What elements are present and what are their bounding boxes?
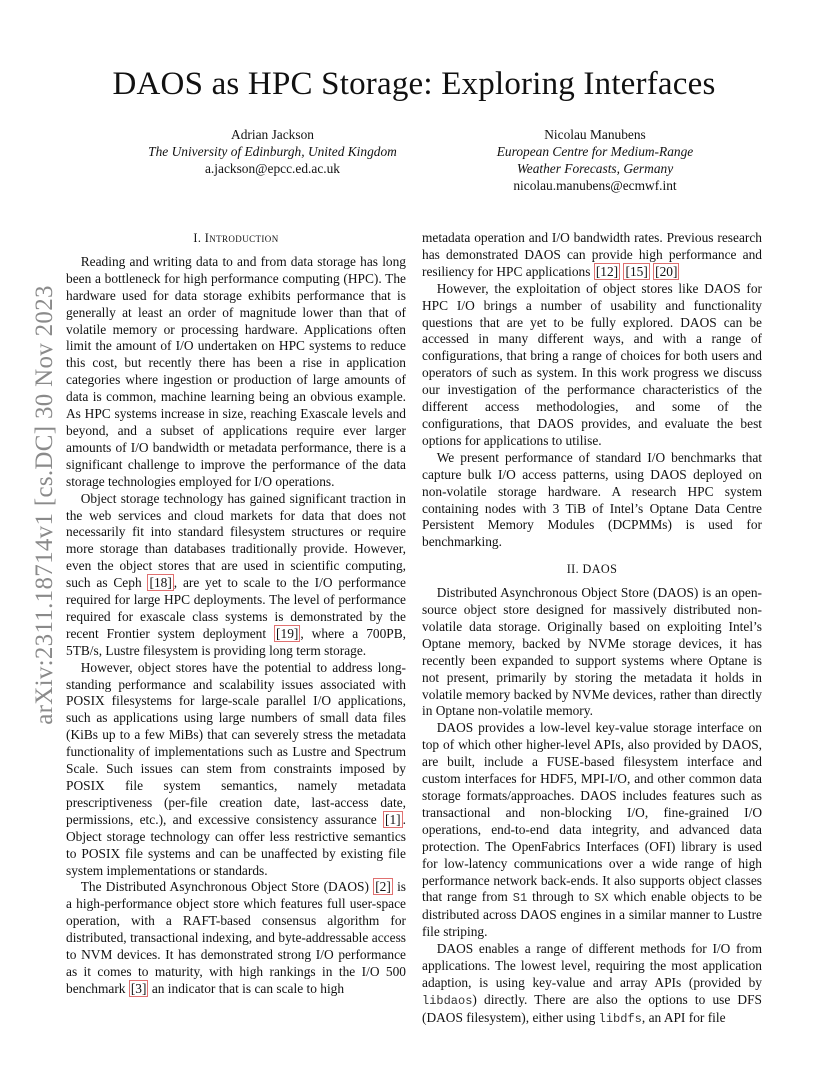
- citation-link[interactable]: [15]: [625, 263, 648, 279]
- author-email[interactable]: nicolau.manubens@ecmwf.int: [513, 178, 677, 193]
- paragraph: Reading and writing data to and from data storage has long been a bottleneck for high performance computing (HPC). The hardware used for data storage exhibits performance that is generally at least an order of magnitude lower than that of volatile memory or processing hardware. Applications often limit the amount of I/O undertaken on HPC systems to reduce this cost, but recently there has been a rise in application categories where ingestion or production of large amounts of data is common, machine learning being an obvious example. As HPC systems increase in size, reaching Exascale levels and beyond, and a subset of applications require ever larger amounts of I/O bandwidth or metadata performance, there is a significant challenge to improve the performance of the data storage technologies employed for I/O operations.: [66, 253, 406, 489]
- paper-title: DAOS as HPC Storage: Exploring Interfaces: [112, 66, 716, 102]
- paragraph: DAOS enables a range of different methods for I/O from applications. The lowest level, requiring the most application adaption, is using key-value and array APIs (provided by libdaos) directly. There are also the options to use DFS (DAOS filesystem), either using libdfs, an API for file: [422, 941, 762, 1026]
- citation-link[interactable]: [3]: [130, 980, 147, 996]
- citation-link[interactable]: [20]: [655, 263, 678, 279]
- code-term: libdaos: [422, 993, 473, 1008]
- author-affiliation-line-2: Weather Forecasts, Germany: [516, 161, 674, 176]
- paragraph: However, the exploitation of object stores like DAOS for HPC I/O brings a number of usability and functionality questions that are yet to be fully explored. DAOS can be accessed in many different ways, and with a range of configurations, that bring a range of choices for both users and operators of such as system. In this work progress we discuss our investigation of the performance characteristics of the different access methodologies, and some of the configurations, that DAOS provides, and evaluate the best options for applications to utilise.: [422, 280, 762, 448]
- paragraph: The Distributed Asynchronous Object Store (DAOS) [2] is a high-performance object store which features full user-space operation, with a RAFT-based consensus algorithm for distributed, transactional indexing, and byte-addressable access to NVM devices. It has demonstrated strong I/O performance as it comes to maturity, with high rankings in the I/O 500 benchmark [3] an indicator that is can scale to high: [66, 879, 406, 996]
- paragraph: DAOS provides a low-level key-value storage interface on top of which other higher-level APIs, also provided by DAOS, are built, include a FUSE-based filesystem interface and custom interfaces for HDF5, MPI-I/O, and other common data storage formats/approaches. DAOS includes features such as transactional and non-blocking I/O, fine-grained I/O operations, end-to-end data integrity, and advanced data protection. The OpenFabrics Interfaces (OFI) library is used for low-latency communications over a wide range of high performance network back-ends. It also supports object classes that range from S1 through to SX which enable objects to be distributed across DAOS engines in a similar manner to Lustre file striping.: [422, 720, 763, 940]
- paragraph: metadata operation and I/O bandwidth rates. Previous research has demonstrated DAOS can provide high performance and resiliency for HPC applications [12] [15] [20]: [422, 230, 762, 279]
- citation-link[interactable]: [18]: [149, 575, 172, 591]
- code-term: S1: [512, 891, 528, 906]
- author-name: Adrian Jackson: [231, 127, 314, 142]
- citation-link[interactable]: [19]: [276, 625, 299, 641]
- citation-link[interactable]: [12]: [595, 263, 619, 279]
- arxiv-identifier: arXiv:2311.18714v1 [cs.DC] 30 Nov 2023: [31, 285, 58, 725]
- left-column: [66, 230, 406, 998]
- arxiv-sidebar-stamp: [27, 280, 63, 730]
- paragraph: However, object stores have the potential to address long-standing performance and scalability issues associated with POSIX filesystems for large-scale parallel I/O applications, such as applications using large numbers of small data files (KiBs up to a few MiBs) that can severely stress the metadata functionality of implementations such as Lustre and Spectrum Scale. Such issues can stem from constraints imposed by POSIX file system semantics, namely metadata prescriptiveness (per-file creation date, last-access date, permissions, etc.), and excessive consistency assurance [1] . Object storage technology can offer less restrictive semantics to POSIX file systems and can be unaffected by existing file system implementations or standards.: [66, 659, 406, 878]
- section-heading-daos: II. DAOS: [566, 562, 618, 577]
- paragraph: Distributed Asynchronous Object Store (DAOS) is an open-source object store designed for massively distributed non-volatile data storage. Originally based on exploiting Intel’s Optane memory, backed by NVMe storage devices, it has recently been expanded to support systems where Optane is not present, primarily by storing the metadata it holds in volatile memory backed by NVMe devices, rather than directly in Optane non-volatile memory.: [422, 585, 762, 719]
- author-affiliation: European Centre for Medium-Range: [496, 144, 694, 159]
- code-term: SX: [594, 891, 609, 906]
- right-column: [422, 230, 762, 1028]
- author-affiliation: The University of Edinburgh, United Kingdom: [148, 144, 397, 159]
- author-name: Nicolau Manubens: [544, 127, 646, 142]
- paragraph: We present performance of standard I/O benchmarks that capture bulk I/O access patterns, using DAOS deployed on non-volatile storage hardware. A research HPC system containing nodes with 3 TiB of Intel’s Optane Data Centre Persistent Memory Modules (DCPMMs) is used for benchmarking.: [422, 449, 762, 550]
- author-block-2: [455, 126, 735, 194]
- paragraph: Object storage technology has gained significant traction in the web services and cloud markets for data that does not necessarily fit into standard filesystem structures or require more storage than databases traditionally provide. However, even the object stores that are used in scientific computing, such as Ceph [18] , are yet to scale to the I/O performance required for large HPC deployments. The level of performance required for exascale class systems is demonstrated by the recent Frontier system deployment [19] , where a 700PB, 5TB/s, Lustre filesystem is providing long term storage.: [66, 490, 407, 658]
- section-heading-introduction: I. Introduction: [193, 231, 279, 245]
- author-block-1: [140, 126, 405, 177]
- citation-link[interactable]: [2]: [375, 879, 391, 895]
- citation-link[interactable]: [1]: [385, 811, 401, 827]
- author-email[interactable]: a.jackson@epcc.ed.ac.uk: [204, 161, 340, 176]
- code-term: libdfs: [598, 1011, 642, 1026]
